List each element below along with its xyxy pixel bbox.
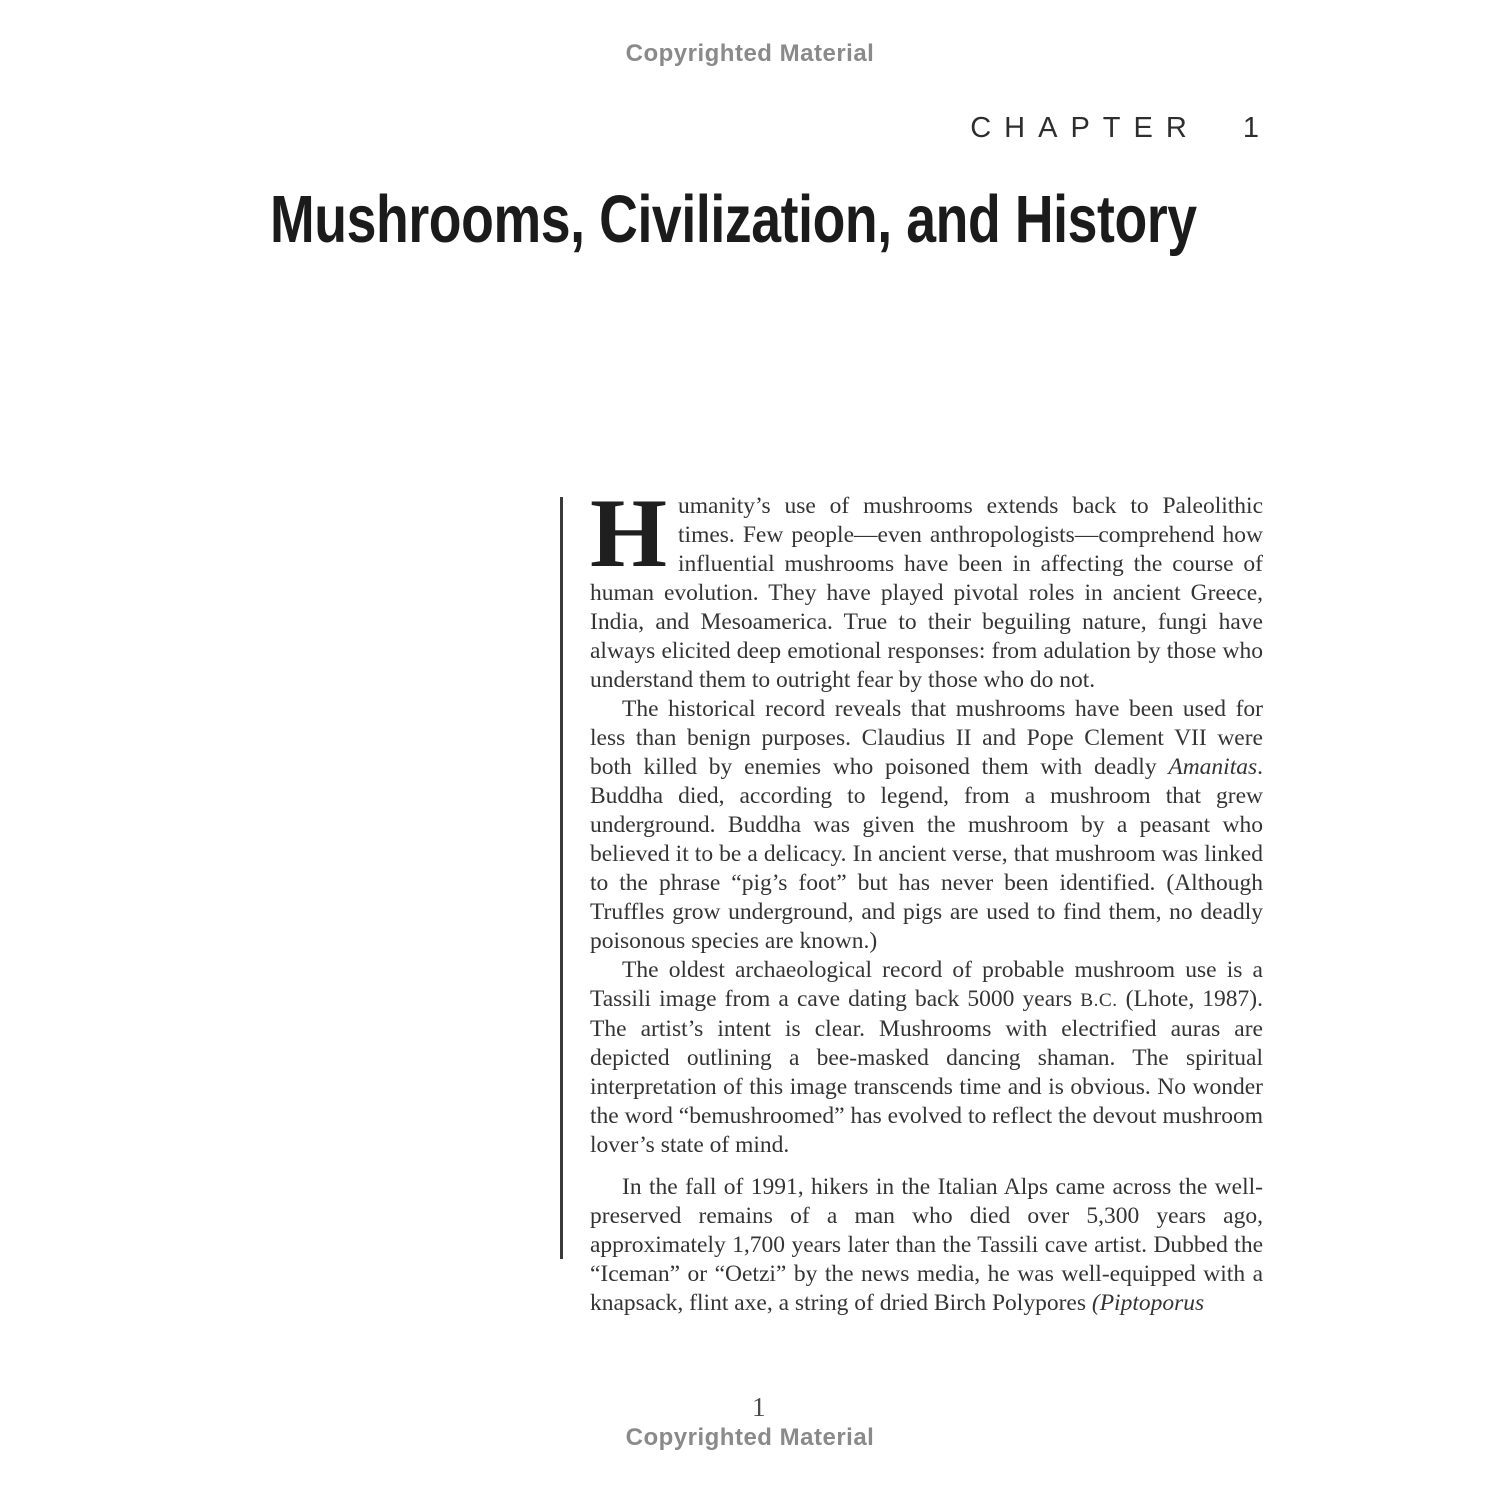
paragraph-1: Humanity’s use of mushrooms extends back to Paleolithic times. Few people—even anthropologists—comprehend how influential mushrooms have been in affecting the course of human evolution. They have played pivotal roles in ancient Greece, India, and Mesoamerica. True to their beguiling nature, fungi have always elicited deep emotional responses: from adulation by those who understand them to outright fear by those who do not. bbox=[590, 479, 1263, 693]
paragraph-2: The historical record reveals that mushrooms have been used for less than benign purposes. Claudius II and Pope Clement VII were both killed by enemies who poisoned them with deadly Amanitas. Buddha died, according to legend, from a mushroom that grew underground. Buddha was given the mushroom by a peasant who believed it to be a delicacy. In ancient verse, that mushroom was linked to the phrase “pig’s foot” but has never been identified. (Although Truffles grow underground, and pigs are used to find them, no deadly poisonous species are known.) bbox=[590, 696, 1263, 954]
copyright-watermark-top: Copyrighted Material bbox=[625, 40, 875, 67]
paragraph-3: The oldest archaeological record of probable mushroom use is a Tassili image from a cave dating back 5000 years B.C. (Lhote, 1987). The artist’s intent is clear. Mushrooms with electrified auras are depicted outlining a bee-masked dancing shaman. The spiritual interpretation of this image transcends time and is obvious. No wonder the word “bemushroomed” has evolved to reflect the devout mushroom lover’s state of mind. bbox=[590, 957, 1264, 1158]
left-rule-divider bbox=[560, 497, 563, 1259]
page-title: Mushrooms, Civilization, and History bbox=[270, 182, 1197, 257]
paragraph-4: In the fall of 1991, hikers in the Italian Alps came across the well-preserved remains of a man who died over 5,300 years ago, approximately 1,700 years later than the Tassili cave artist. Dubbed the “Iceman” or “Oetzi” by the news media, he was well-equipped with a knapsack, flint axe, a string of dried Birch Polypores (Piptoporus bbox=[590, 1174, 1263, 1316]
chapter-label: CHAPTER 1 bbox=[970, 112, 1272, 144]
body-text-block bbox=[590, 479, 1264, 1318]
drop-cap: H bbox=[590, 479, 668, 588]
copyright-watermark-bottom: Copyrighted Material bbox=[625, 1424, 875, 1451]
page-number: 1 bbox=[752, 1392, 766, 1422]
